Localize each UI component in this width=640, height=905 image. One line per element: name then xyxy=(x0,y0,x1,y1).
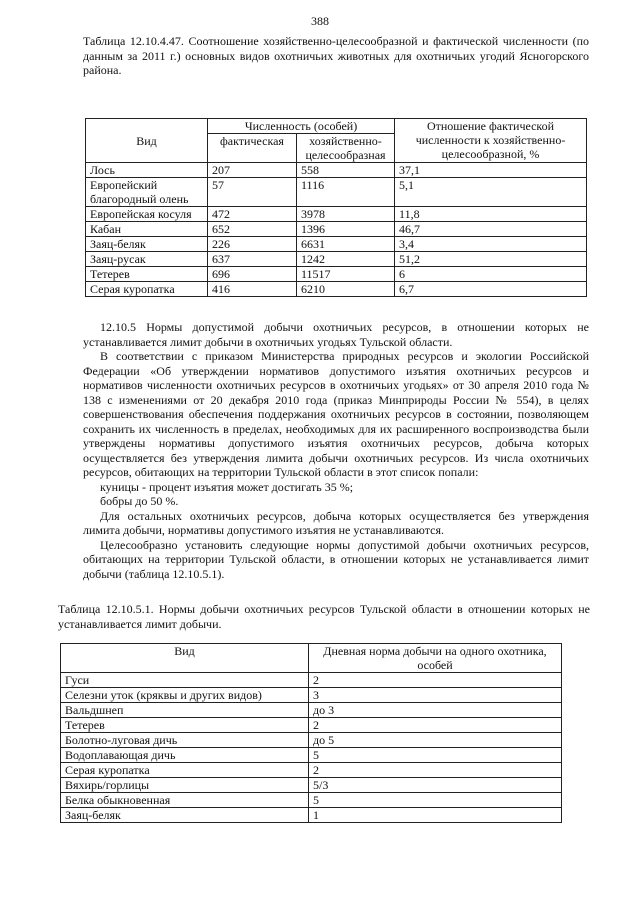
section-heading-paragraph: 12.10.5 Нормы допустимой добычи охотничьих ресурсов, в отношении которых не устанавливается лимит добычи в охотничьих угодьях Тульской области. xyxy=(83,320,589,349)
order-paragraph: В соответствии с приказом Министерства природных ресурсов и экологии Российской Федерации «Об утверждении нормативов допустимого изъятия охотничьих ресурсов и нормативов численности охотничьих ресурсов в охотничьих угодьях» от 30 апреля 2010 года № 138 с изменениями от 20 декабря 2010 года (приказ Минприроды России № 554), в целях совершенствования обеспечения поддержания охотничьих ресурсов в состоянии, позволяющем сохранить их численность в пределах, необходимых для их расширенного воспроизводства были утверждены нормативы допустимого изъятия охотничьих ресурсов, добыча которых осуществляется без утверждения лимита добычи охотничьих ресурсов. Из числа охотничьих ресурсов, обитающих на территории Тульской области в этот список попали: xyxy=(83,349,589,479)
actual-cell: 637 xyxy=(208,252,297,267)
economic-cell: 1396 xyxy=(297,222,395,237)
table-row xyxy=(86,267,587,282)
table-row xyxy=(61,808,562,823)
actual-cell: 472 xyxy=(208,207,297,222)
norm-cell: 5 xyxy=(309,748,562,763)
ratio-cell: 3,4 xyxy=(395,237,587,252)
table-row xyxy=(86,207,587,222)
harvest-norms-table xyxy=(60,643,562,823)
header-count: Численность (особей) xyxy=(208,119,395,134)
species-cell: Серая куропатка xyxy=(61,763,309,778)
norm-cell: до 5 xyxy=(309,733,562,748)
species-cell: Болотно-луговая дичь xyxy=(61,733,309,748)
norm-cell: 3 xyxy=(309,688,562,703)
species-cell: Заяц-беляк xyxy=(61,808,309,823)
table-row xyxy=(61,718,562,733)
table-row xyxy=(61,748,562,763)
ratio-cell: 11,8 xyxy=(395,207,587,222)
table-row xyxy=(86,178,587,207)
ratio-cell: 46,7 xyxy=(395,222,587,237)
header-ratio: Отношение фактической численности к хозяйственно-целесообразной, % xyxy=(395,119,587,163)
ratio-cell: 5,1 xyxy=(395,178,587,207)
population-table xyxy=(85,118,587,297)
species-cell: Серая куропатка xyxy=(86,282,208,297)
economic-cell: 558 xyxy=(297,163,395,178)
species-cell: Водоплавающая дичь xyxy=(61,748,309,763)
economic-cell: 1242 xyxy=(297,252,395,267)
table-row xyxy=(61,733,562,748)
species-cell: Заяц-беляк xyxy=(86,237,208,252)
table-row xyxy=(61,688,562,703)
ratio-cell: 6 xyxy=(395,267,587,282)
norm-cell: 1 xyxy=(309,808,562,823)
species-cell: Селезни уток (кряквы и других видов) xyxy=(61,688,309,703)
ratio-cell: 6,7 xyxy=(395,282,587,297)
other-resources-paragraph: Для остальных охотничьих ресурсов, добыча которых осуществляется без утверждения лимита добычи, нормативы допустимого изъятия не устанавливаются. xyxy=(83,508,589,537)
species-cell: Гуси xyxy=(61,673,309,688)
header-economic: хозяйственно-целесообразная xyxy=(297,134,395,163)
species-cell: Белка обыкновенная xyxy=(61,793,309,808)
table-row xyxy=(61,793,562,808)
table-row xyxy=(86,237,587,252)
ratio-cell: 37,1 xyxy=(395,163,587,178)
table-row xyxy=(86,163,587,178)
economic-cell: 3978 xyxy=(297,207,395,222)
header-norm: Дневная норма добычи на одного охотника, особей xyxy=(309,644,562,673)
norm-cell: 2 xyxy=(309,763,562,778)
actual-cell: 207 xyxy=(208,163,297,178)
norm-cell: 5 xyxy=(309,793,562,808)
norm-cell: 2 xyxy=(309,673,562,688)
table-row xyxy=(61,673,562,688)
header-species: Вид xyxy=(86,119,208,163)
table1-caption: Таблица 12.10.4.47. Соотношение хозяйственно-целесообразной и фактической численности (по данным за 2011 г.) основных видов охотничьих животных для охотничьих угодий Ясногорского района. xyxy=(83,34,589,77)
list-item-beavers: бобры до 50 %. xyxy=(100,494,179,508)
economic-cell: 6210 xyxy=(297,282,395,297)
norm-cell: 5/3 xyxy=(309,778,562,793)
actual-cell: 652 xyxy=(208,222,297,237)
actual-cell: 696 xyxy=(208,267,297,282)
list-item-martens: куницы - процент изъятия может достигать 35 %; xyxy=(100,479,354,494)
species-cell: Кабан xyxy=(86,222,208,237)
economic-cell: 11517 xyxy=(297,267,395,282)
species-cell: Европейский благородный олень xyxy=(86,178,208,207)
page-number: 388 xyxy=(311,14,329,28)
ratio-cell: 51,2 xyxy=(395,252,587,267)
species-cell: Тетерев xyxy=(61,718,309,733)
species-cell: Вальдшнеп xyxy=(61,703,309,718)
header-species: Вид xyxy=(61,644,309,673)
economic-cell: 6631 xyxy=(297,237,395,252)
table-row xyxy=(86,222,587,237)
table-row xyxy=(61,778,562,793)
table-row xyxy=(86,252,587,267)
economic-cell: 1116 xyxy=(297,178,395,207)
species-cell: Европейская косуля xyxy=(86,207,208,222)
norm-cell: 2 xyxy=(309,718,562,733)
header-actual: фактическая xyxy=(208,134,297,163)
table2-caption: Таблица 12.10.5.1. Нормы добычи охотничьих ресурсов Тульской области в отношении которых не устанавливается лимит добычи. xyxy=(58,602,590,631)
body-text xyxy=(83,320,589,581)
norm-cell: до 3 xyxy=(309,703,562,718)
species-cell: Заяц-русак xyxy=(86,252,208,267)
actual-cell: 416 xyxy=(208,282,297,297)
species-cell: Тетерев xyxy=(86,267,208,282)
actual-cell: 57 xyxy=(208,178,297,207)
table-row xyxy=(61,703,562,718)
species-cell: Лось xyxy=(86,163,208,178)
table-row xyxy=(86,282,587,297)
actual-cell: 226 xyxy=(208,237,297,252)
species-cell: Вяхирь/горлицы xyxy=(61,778,309,793)
table-row xyxy=(61,763,562,778)
recommendation-paragraph: Целесообразно установить следующие нормы допустимой добычи охотничьих ресурсов, обитающих на территории Тульской области, в отношении которых не устанавливается лимит добычи (таблица 12.10.5.1). xyxy=(83,537,589,581)
